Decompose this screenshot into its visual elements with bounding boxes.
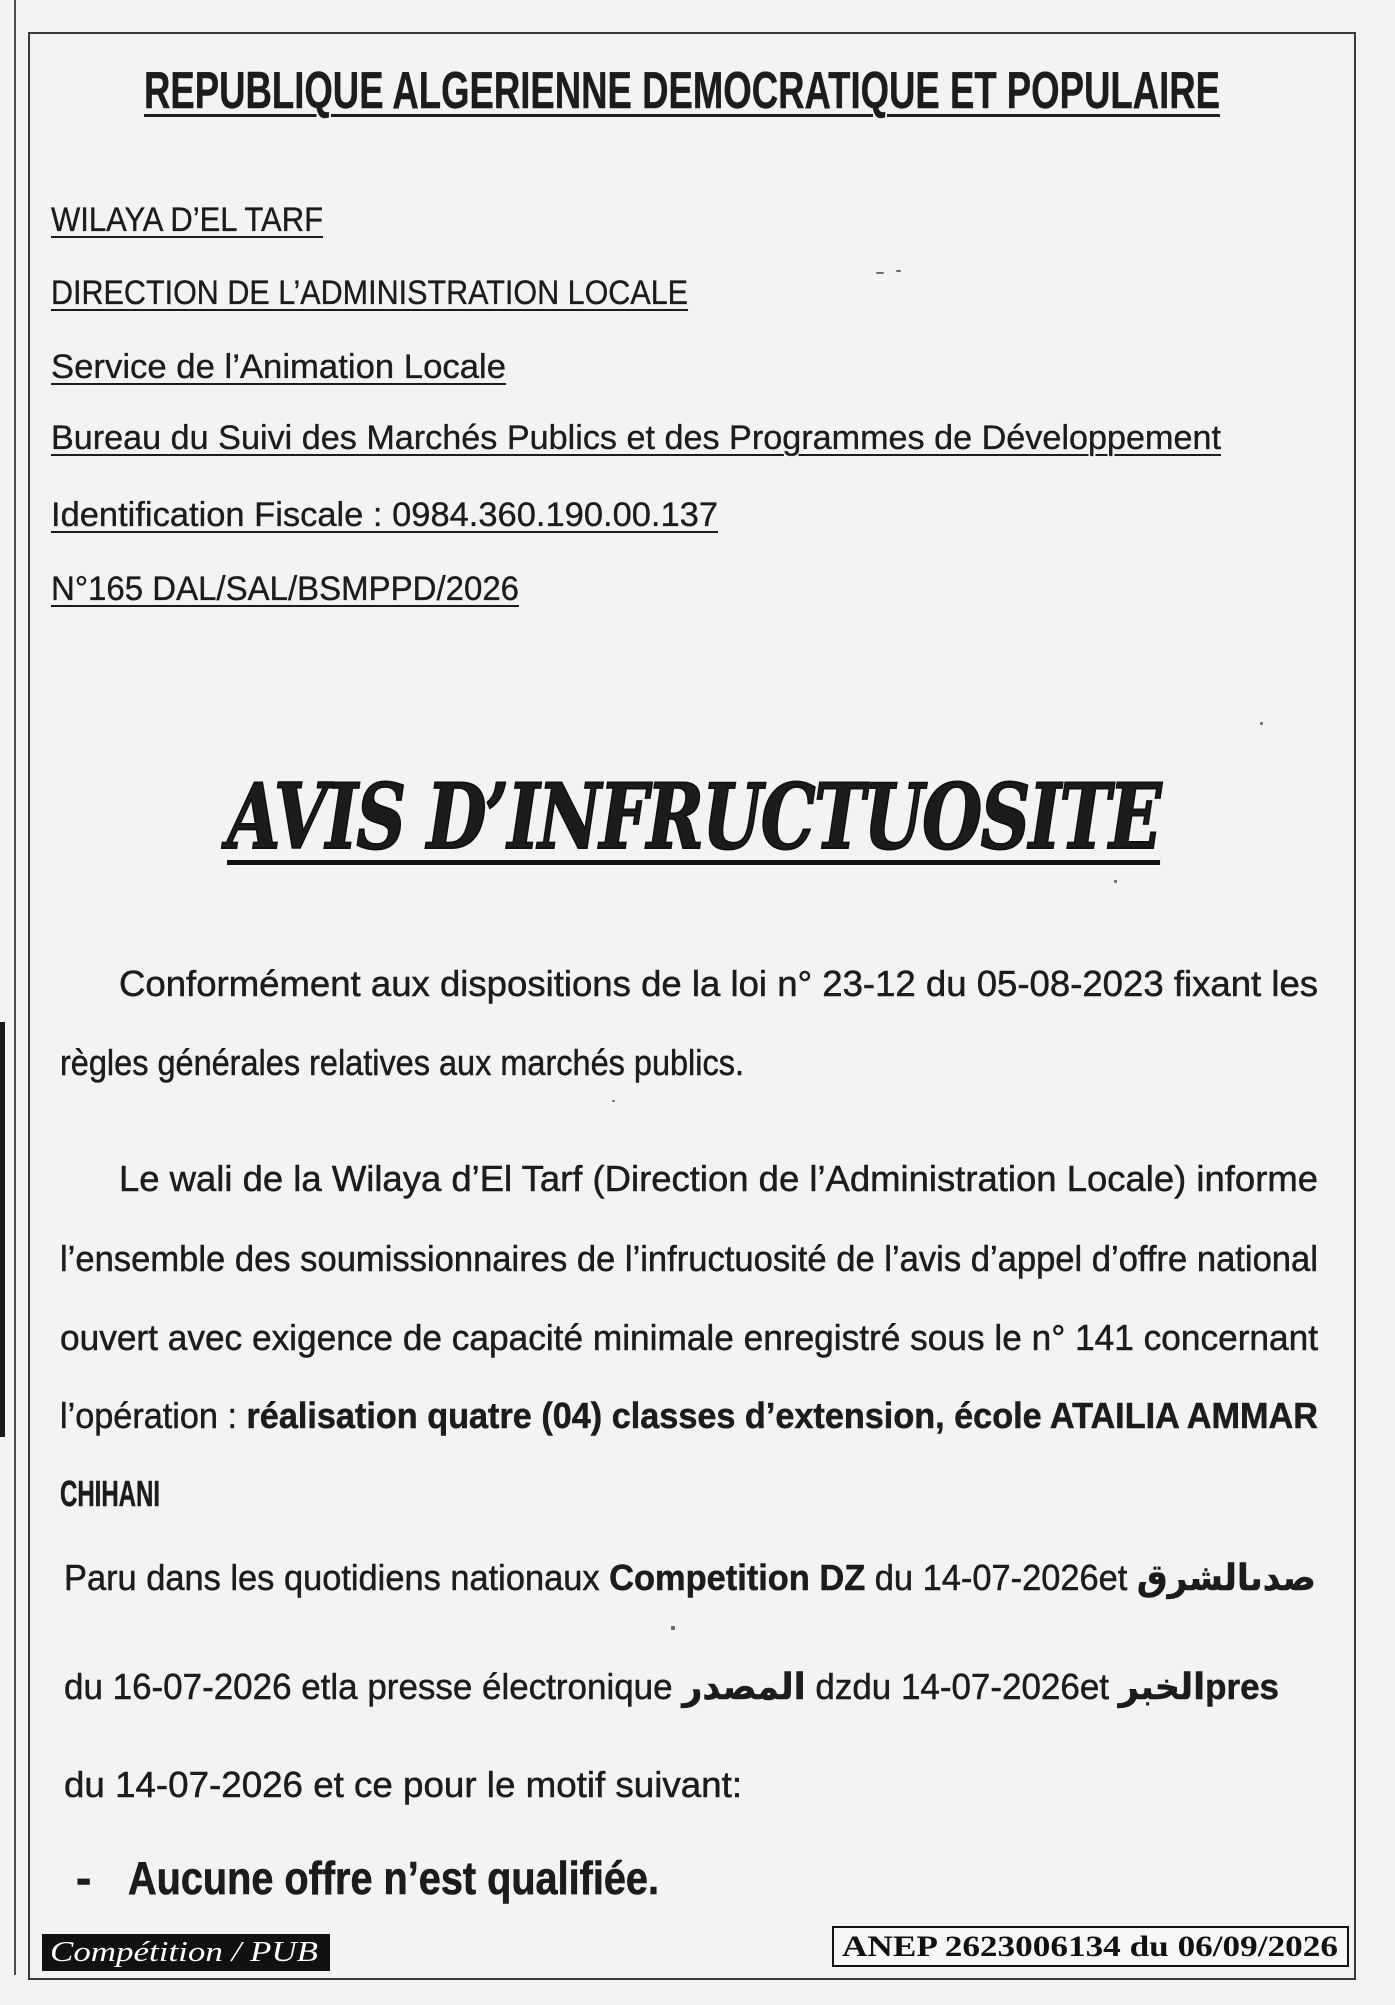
publication-date-3: dzdu 14-07-2026et (805, 1666, 1119, 1707)
paragraph-2-line-2: l’ensemble des soumissionnaires de l’infructuosité de l’avis d’appel d’offre national (60, 1238, 1318, 1279)
bureau-line: Bureau du Suivi des Marchés Publics et des Programmes de Développement (51, 419, 1221, 457)
anep-reference-box (832, 1926, 1349, 1967)
direction-line: DIRECTION DE L’ADMINISTRATION LOCALE (51, 274, 689, 312)
publication-line-3: du 14-07-2026 et ce pour le motif suivant: (64, 1764, 743, 1805)
service-line: Service de l’Animation Locale (51, 348, 506, 386)
scan-speck (671, 1626, 675, 1630)
site-el-khabar: الخبر (1118, 1667, 1206, 1708)
operation-prefix: l’opération : (60, 1395, 247, 1436)
scan-speck (876, 272, 884, 274)
scan-speck (896, 270, 901, 272)
reference-number-line: N°165 DAL/SAL/BSMPPD/2026 (51, 570, 520, 608)
publication-line-2 (64, 1666, 1279, 1708)
paragraph-2-line-5: CHIHANI (60, 1473, 161, 1514)
operation-description: réalisation quatre (04) classes d’extension, école ATAILIA AMMAR (246, 1395, 1318, 1436)
motive-text: Aucune offre n’est qualifiée. (128, 1852, 659, 1904)
adjacent-column-border (0, 1022, 5, 1437)
publication-date-2: du 16-07-2026 etla presse électronique (64, 1666, 683, 1707)
publication-intro: Paru dans les quotidiens nationaux (64, 1557, 610, 1598)
paragraph-2-line-1: Le wali de la Wilaya d’El Tarf (Direction de l’Administration Locale) informe (119, 1158, 1318, 1199)
source-tag-label: Compétition / PUB (50, 1937, 318, 1968)
site-el-khabar-suffix: pres (1205, 1666, 1279, 1707)
scan-speck (1260, 722, 1263, 725)
newspaper-sada-echarq: صدىالشرق (1136, 1558, 1316, 1599)
newspaper-competition-dz: Competition DZ (609, 1557, 866, 1598)
notice-title: AVIS D’INFRUCTUOSITE (227, 764, 1161, 870)
source-tag (42, 1934, 330, 1971)
publication-line-1 (64, 1557, 1316, 1599)
republic-heading: REPUBLIQUE ALGERIENNE DEMOCRATIQUE ET POPULAIRE (144, 62, 1220, 120)
site-el-massdar: المصدر (682, 1667, 806, 1708)
paragraph-1-line-1: Conformément aux dispositions de la loi n° 23-12 du 05-08-2023 fixant les (119, 963, 1319, 1004)
paragraph-1-line-2: règles générales relatives aux marchés publics. (60, 1042, 744, 1083)
anep-reference: ANEP 2623006134 du 06/09/2026 (842, 1930, 1339, 1963)
wilaya-line: WILAYA D’EL TARF (51, 201, 324, 239)
scan-speck (612, 1100, 615, 1102)
publication-date-1: du 14-07-2026et (865, 1557, 1137, 1598)
scan-speck (1114, 880, 1117, 883)
fiscal-id-line: Identification Fiscale : 0984.360.190.00.137 (51, 496, 719, 534)
motive-bullet: - (76, 1852, 92, 1904)
left-column-rule (14, 0, 16, 1975)
paragraph-2-line-3: ouvert avec exigence de capacité minimale enregistré sous le n° 141 concernant (60, 1317, 1319, 1358)
paragraph-2-line-4 (60, 1395, 1318, 1436)
